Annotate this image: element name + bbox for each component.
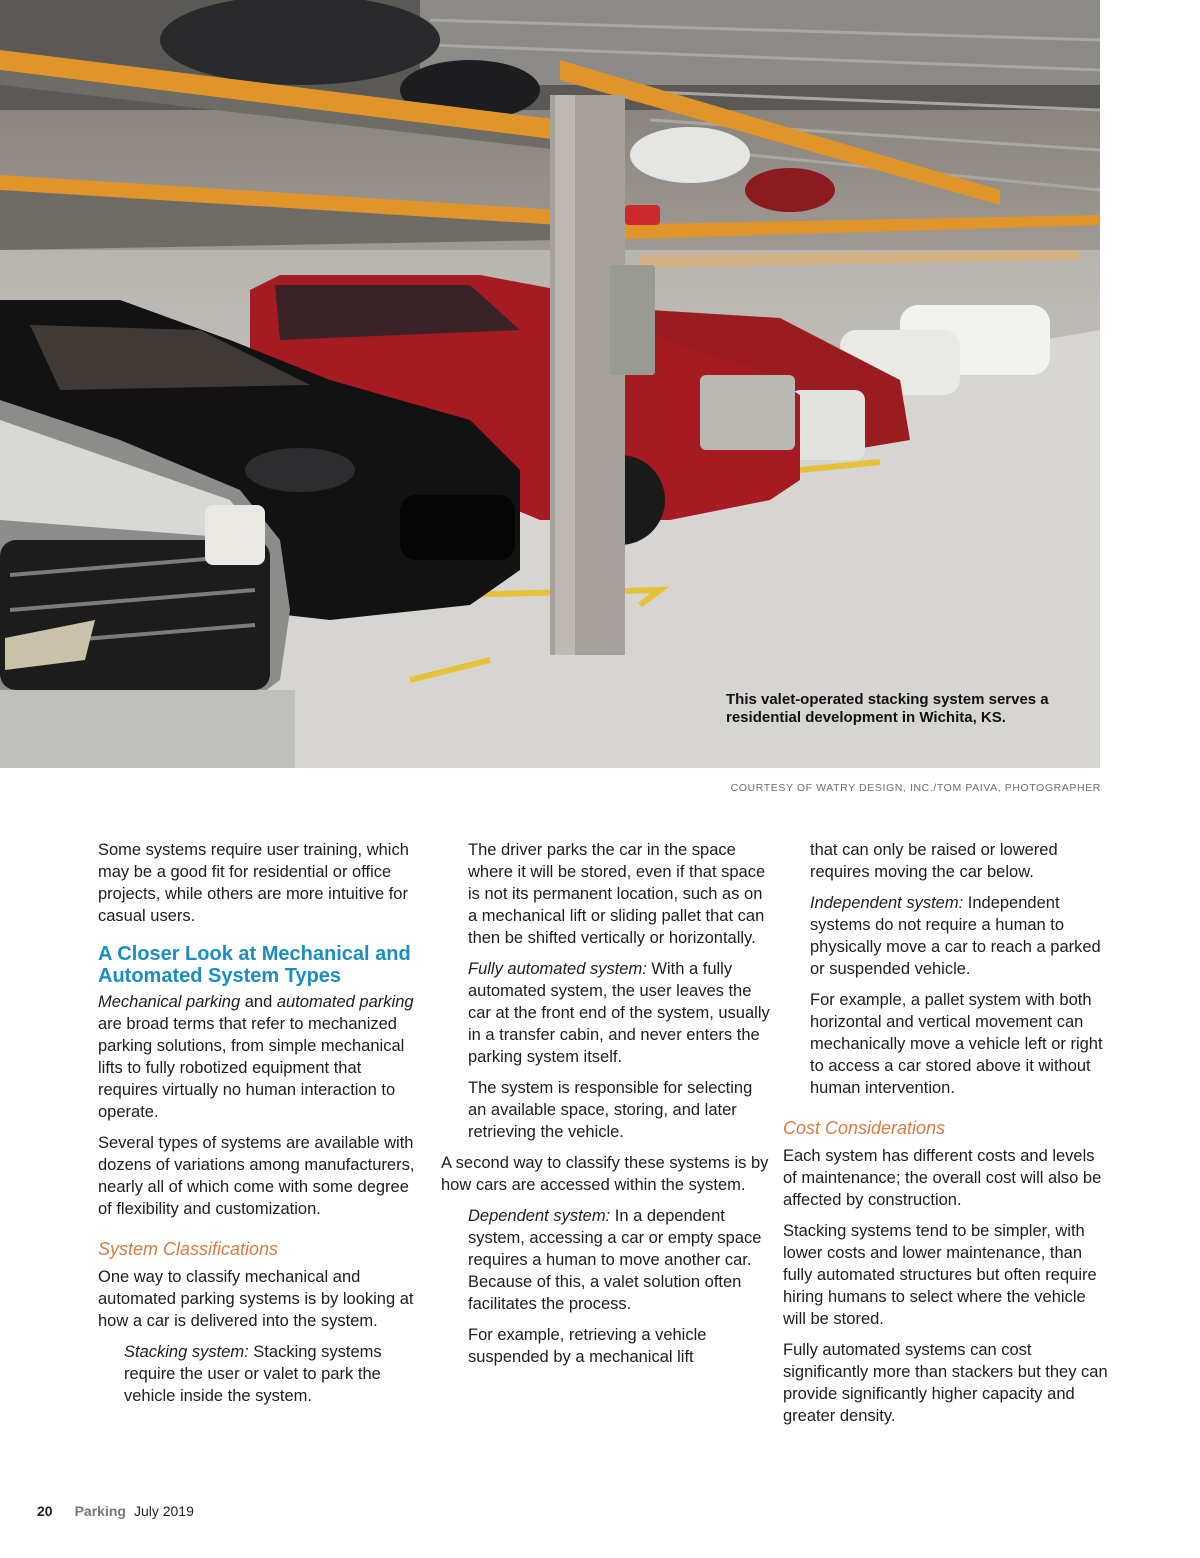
classify-paragraph: One way to classify mechanical and automated parking systems is by looking at how a car is delivered into the system. (98, 1268, 414, 1330)
definition-text: are broad terms that refer to mechanized parking solutions, from simple mechanical lifts to fully robotized equipment that requires virtually no human interaction to operate. (98, 1015, 405, 1121)
dependent-text: In a dependent system, accessing a car or empty space requires a human to move another car. Because of this, a valet solution often facilitates the process. (468, 1207, 762, 1313)
term-dependent: Dependent system: (468, 1207, 611, 1225)
types-paragraph: Several types of systems are available with dozens of variations among manufacturers, nearly all of which come with some degree of flexibility and customization. (98, 1134, 415, 1218)
stacking-costs-paragraph: Stacking systems tend to be simpler, with lower costs and lower maintenance, than fully automated structures but often require hiring humans to select where the vehicle will be stored. (783, 1222, 1097, 1328)
term-stacking: Stacking system: (124, 1343, 249, 1361)
column-2 (441, 839, 771, 1377)
garage-photo (0, 0, 1100, 768)
stacking-text: Stacking systems require the user or valet to park the vehicle inside the system. (124, 1343, 382, 1405)
responsibility-paragraph: The system is responsible for selecting an available space, storing, and later retrieving the vehicle. (468, 1079, 753, 1141)
subheading-cost: Cost Considerations (783, 1118, 946, 1138)
term-mechanical: Mechanical parking (98, 993, 241, 1011)
column-1 (98, 839, 423, 1416)
pallet-paragraph: For example, a pallet system with both horizontal and vertical movement can mechanically move a vehicle left or right to access a car stored above it without human intervention. (810, 991, 1103, 1097)
automated-costs-paragraph: Fully automated systems can cost significantly more than stackers but they can provide significantly higher capacity and greater density. (783, 1341, 1108, 1425)
independent-paragraph (783, 892, 1108, 980)
page-number: 20 (37, 1503, 53, 1519)
issue-date: July 2019 (133, 1503, 194, 1519)
dependent-paragraph (441, 1205, 771, 1315)
costs-paragraph: Each system has different costs and levels of maintenance; the overall cost will also be affected by construction. (783, 1147, 1102, 1209)
page-footer (37, 1503, 194, 1519)
term-automated: automated parking (276, 993, 414, 1011)
term-fully-automated: Fully automated system: (468, 960, 647, 978)
definition-paragraph (98, 991, 423, 1123)
stacking-paragraph (98, 1341, 423, 1407)
automated-text: With a fully automated system, the user leaves the car at the front end of the system, usually in a transfer cabin, and never enters the parking system itself. (468, 960, 770, 1066)
photo-caption: This valet-operated stacking system serves a residential development in Wichita, KS. (726, 691, 1049, 726)
column-3 (783, 839, 1108, 1436)
stacking-system-illustration (0, 0, 1100, 768)
section-heading: A Closer Look at Mechanical and Automated System Types (98, 943, 411, 987)
example-paragraph: For example, retrieving a vehicle suspended by a mechanical lift (468, 1326, 707, 1366)
subheading-classifications: System Classifications (98, 1239, 279, 1259)
magazine-name: Parking (74, 1503, 126, 1519)
driver-paragraph: The driver parks the car in the space where it will be stored, even if that space is not its permanent location, such as on a mechanical lift or sliding pallet that can then be shifted vertically or horizontally. (468, 841, 766, 947)
second-way-paragraph: A second way to classify these systems is by how cars are accessed within the system. (441, 1154, 769, 1194)
continued-paragraph: that can only be raised or lowered requires moving the car below. (810, 841, 1058, 881)
intro-paragraph: Some systems require user training, which may be a good fit for residential or office projects, while others are more intuitive for casual users. (98, 841, 409, 925)
photo-credit: COURTESY OF WATRY DESIGN, INC./TOM PAIVA, PHOTOGRAPHER (730, 782, 1101, 794)
independent-text: Independent systems do not require a human to physically move a car to reach a parked or suspended vehicle. (810, 894, 1101, 978)
conjunction: and (240, 993, 277, 1011)
automated-paragraph (441, 958, 771, 1068)
term-independent: Independent system: (810, 894, 964, 912)
